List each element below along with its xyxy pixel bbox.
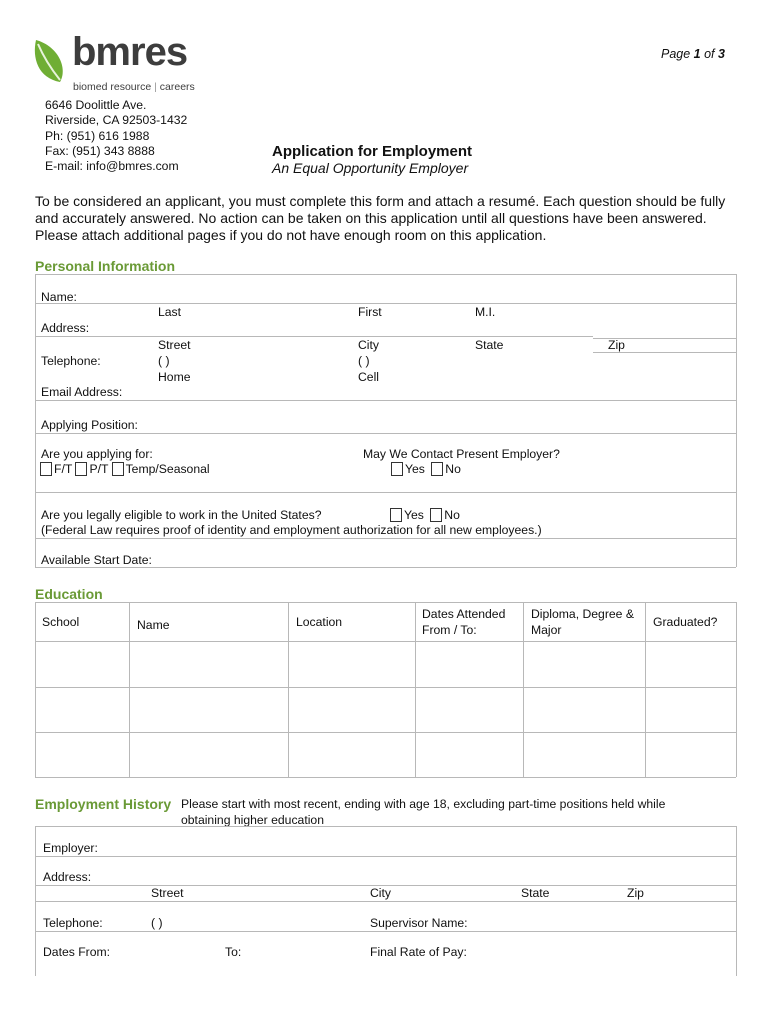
section-heading-personal: Personal Information: [35, 258, 176, 274]
dates-header-line-2: From / To:: [422, 622, 477, 637]
pt-label: P/T: [89, 462, 109, 476]
diploma-header-line-2: Major: [531, 622, 562, 637]
pt-checkbox[interactable]: [75, 462, 87, 476]
street-field[interactable]: Street: [158, 338, 191, 352]
eligible-yes-label: Yes: [404, 508, 424, 522]
eligible-no-label: No: [444, 508, 460, 522]
employer-zip-field[interactable]: Zip: [627, 886, 644, 900]
company-email: E-mail: info@bmres.com: [45, 159, 179, 174]
company-logo: bmres biomed resource | careers: [30, 38, 220, 96]
cell-phone-field[interactable]: ( ): [358, 354, 370, 368]
supervisor-name-field[interactable]: Supervisor Name:: [370, 916, 468, 930]
dates-from-field[interactable]: Dates From:: [43, 945, 111, 959]
ft-label: F/T: [54, 462, 73, 476]
page-prefix: Page: [661, 47, 694, 61]
intro-paragraph: To be considered an applicant, you must complete this form and attach a resumé. Each question should be fully and accurately answered. No action can be taken on this application until all questions have been answered. Please attach additional pages if you do not have enough room on this application.: [35, 193, 726, 243]
logo-tagline-right: careers: [159, 81, 195, 93]
education-col-name: Name: [137, 618, 170, 632]
education-row-3[interactable]: [36, 733, 735, 776]
education-row-1[interactable]: [36, 642, 735, 686]
address-line-2: Riverside, CA 92503-1432: [45, 113, 188, 128]
city-field[interactable]: City: [358, 338, 379, 352]
education-col-location: Location: [296, 615, 343, 629]
contact-employer-question: May We Contact Present Employer?: [363, 447, 560, 461]
contact-employer-options: [391, 462, 461, 476]
diploma-header-line-1: Diploma, Degree &: [531, 607, 634, 621]
education-col-diploma: [531, 607, 634, 638]
last-name-field[interactable]: Last: [158, 305, 182, 319]
employer-field[interactable]: Employer:: [43, 841, 98, 855]
contact-yes-checkbox[interactable]: [391, 462, 403, 476]
dates-header-line-1: Dates Attended: [422, 607, 506, 621]
company-fax: Fax: (951) 343 8888: [45, 143, 155, 158]
company-phone: Ph: (951) 616 1988: [45, 128, 150, 143]
eligible-yes-checkbox[interactable]: [390, 508, 402, 522]
employer-city-field[interactable]: City: [370, 886, 391, 900]
middle-initial-field[interactable]: M.I.: [475, 305, 496, 319]
employer-address-label: Address:: [43, 870, 92, 884]
section-heading-education: Education: [35, 586, 103, 602]
applying-position-field[interactable]: Applying Position:: [41, 418, 138, 432]
ft-checkbox[interactable]: [40, 462, 52, 476]
section-heading-employment: Employment History: [35, 796, 172, 812]
contact-no-checkbox[interactable]: [431, 462, 443, 476]
zip-field[interactable]: Zip: [608, 338, 625, 352]
education-col-school: School: [42, 615, 80, 629]
home-label: Home: [158, 370, 191, 384]
leaf-icon: [30, 38, 74, 86]
employment-note-line-1: Please start with most recent, ending with age 18, excluding part-time positions held while: [181, 797, 666, 811]
telephone-label: Telephone:: [41, 354, 101, 368]
page-current: 1: [693, 47, 701, 61]
company-address: [45, 98, 187, 174]
page-of: of: [700, 47, 718, 61]
employer-telephone-field[interactable]: ( ): [151, 916, 163, 930]
applying-for-label: Are you applying for:: [41, 447, 153, 461]
name-label: Name:: [41, 290, 77, 304]
page-total: 3: [718, 47, 725, 61]
employment-type-options: [40, 462, 210, 476]
logo-wordmark: bmres: [72, 30, 188, 74]
dates-to-field[interactable]: To:: [225, 945, 242, 959]
address-line-1: 6646 Doolittle Ave.: [45, 98, 147, 112]
federal-law-note: (Federal Law requires proof of identity and employment authorization for all new employees.): [41, 523, 542, 537]
temp-label: Temp/Seasonal: [125, 462, 210, 476]
email-label[interactable]: Email Address:: [41, 385, 123, 399]
eligibility-question: Are you legally eligible to work in the United States?: [41, 508, 322, 522]
cell-label: Cell: [358, 370, 379, 384]
employer-street-field[interactable]: Street: [151, 886, 184, 900]
final-rate-of-pay-field[interactable]: Final Rate of Pay:: [370, 945, 467, 959]
eligibility-row: [41, 508, 321, 522]
education-row-2[interactable]: [36, 688, 735, 731]
state-field[interactable]: State: [475, 338, 504, 352]
eligibility-options: [390, 508, 460, 522]
address-label: Address:: [41, 321, 90, 335]
employer-telephone-label: Telephone:: [43, 916, 103, 930]
eligible-no-checkbox[interactable]: [430, 508, 442, 522]
employment-note: [181, 797, 665, 828]
available-start-date-field[interactable]: Available Start Date:: [41, 553, 152, 567]
education-col-dates: [422, 607, 505, 638]
form-title: Application for Employment: [272, 143, 473, 160]
form-subtitle: An Equal Opportunity Employer: [272, 160, 469, 176]
contact-no-label: No: [445, 462, 461, 476]
logo-tagline-left: biomed resource: [73, 81, 152, 93]
employer-state-field[interactable]: State: [521, 886, 550, 900]
home-phone-field[interactable]: ( ): [158, 354, 170, 368]
temp-checkbox[interactable]: [112, 462, 124, 476]
contact-yes-label: Yes: [405, 462, 425, 476]
employment-note-line-2: obtaining higher education: [181, 812, 324, 827]
education-col-graduated: Graduated?: [653, 615, 718, 629]
first-name-field[interactable]: First: [358, 305, 382, 319]
page-number: [661, 47, 725, 61]
